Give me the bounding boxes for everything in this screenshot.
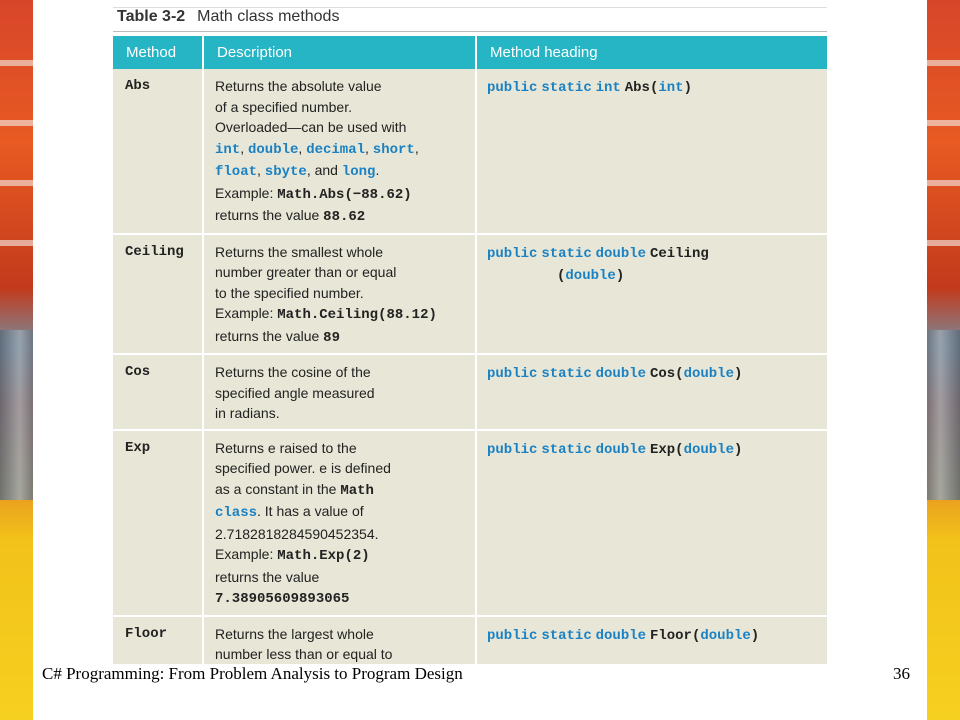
header-method: Method (113, 36, 203, 69)
right-decorative-strip (927, 0, 960, 720)
return-type: double (595, 441, 647, 458)
header-row (113, 36, 827, 69)
slide (33, 0, 927, 720)
method-heading: public static double Cos(double) (476, 354, 827, 430)
type-keyword: decimal (306, 141, 366, 158)
desc-line: Overloaded—can be used with (215, 119, 407, 135)
heading-method-name: Floor (649, 627, 692, 644)
method-description (203, 234, 476, 355)
slide-footer: C# Programming: From Problem Analysis to Program Design (42, 664, 463, 683)
param-type: double (700, 627, 751, 644)
method-name: Abs (113, 69, 203, 234)
header-method-heading: Method heading (476, 36, 827, 69)
type-keyword: short (372, 141, 415, 158)
heading-method-name: Exp (649, 441, 676, 458)
keyword-public: public (487, 441, 538, 458)
table-row (113, 69, 827, 234)
heading-method-name: Cos (649, 366, 676, 382)
desc-line: specified angle measured (215, 384, 375, 401)
method-heading: public static double Exp(double) (476, 430, 827, 616)
return-label: returns the value (215, 568, 320, 585)
desc-line: 2.7182818284590452354. (215, 525, 379, 542)
return-type: double (595, 245, 647, 262)
keyword-public: public (487, 80, 538, 96)
table-row (113, 430, 827, 616)
inline-code: Math (340, 482, 374, 499)
desc-line: specified power. e is defined (215, 460, 391, 476)
return-label: returns the value (215, 327, 324, 344)
keyword-public: public (487, 245, 538, 262)
keyword-static: static (541, 627, 592, 644)
table-row (113, 354, 827, 430)
math-methods-table (113, 36, 827, 664)
desc-line: number less than or equal to (215, 646, 393, 662)
type-keyword: long (341, 164, 376, 180)
keyword-static: static (541, 245, 592, 262)
method-description (203, 354, 476, 430)
desc-line: as a constant in the (215, 480, 341, 497)
desc-line: to the specified number. (215, 284, 364, 301)
type-keyword: float (215, 164, 258, 180)
left-decorative-strip (0, 0, 33, 720)
heading-method-name: Ceiling (649, 245, 709, 262)
keyword-static: static (541, 80, 592, 96)
method-description: Returns the absolute value of a specified number. Overloaded—can be used with int, double, decimal, short, float, sbyte, and long. Example: Math.Abs(−88.62) returns the value 88.62 (203, 69, 476, 234)
table-number: Table 3-2 (117, 8, 186, 25)
keyword-static: static (541, 441, 592, 458)
param-type: double (683, 441, 734, 458)
desc-line: in radians. (215, 405, 280, 421)
param-type: double (565, 268, 616, 284)
keyword-public: public (487, 366, 538, 382)
example-label: Example: (215, 305, 278, 321)
method-name: Ceiling (113, 234, 203, 355)
desc-line: Returns e raised to the (215, 439, 357, 456)
return-value: 7.38905609893065 (215, 591, 350, 607)
keyword-static: static (541, 366, 592, 382)
method-heading: public static double Ceiling (double) (476, 234, 827, 355)
param-type: double (683, 366, 734, 382)
return-type: double (595, 627, 647, 644)
return-label: returns the value (215, 207, 324, 223)
table-row (113, 616, 827, 665)
method-name: Cos (113, 354, 203, 430)
table-figure (113, 0, 827, 664)
caption-rule (113, 31, 827, 32)
table-title: Math class methods (197, 8, 340, 25)
example-code: Math.Abs(−88.62) (277, 186, 412, 203)
method-description (203, 616, 476, 665)
desc-line: of a specified number. (215, 98, 352, 115)
desc-line: Returns the largest whole (215, 625, 374, 642)
return-value: 89 (323, 329, 340, 346)
type-keyword: double (248, 141, 299, 158)
page-number: 36 (893, 664, 910, 683)
param-type: int (658, 80, 684, 96)
type-keyword: int (215, 141, 241, 158)
return-type: double (595, 366, 647, 382)
keyword-public: public (487, 627, 538, 644)
method-heading: public static double Floor(double) (476, 616, 827, 665)
method-name: Exp (113, 430, 203, 616)
method-heading: public static int Abs(int) (476, 69, 827, 234)
and-text: , and (306, 162, 342, 178)
method-name: Floor (113, 616, 203, 665)
desc-line: . It has a value of (257, 503, 364, 519)
example-code: Math.Ceiling(88.12) (277, 307, 437, 323)
return-type: int (595, 80, 621, 96)
example-code: Math.Exp(2) (277, 548, 370, 564)
table-row (113, 234, 827, 355)
header-description: Description (203, 36, 476, 69)
method-description (203, 430, 476, 616)
type-keyword: sbyte (264, 164, 307, 180)
example-label: Example: (215, 546, 278, 562)
return-value: 88.62 (323, 209, 366, 225)
example-label: Example: (215, 184, 278, 201)
table-caption (117, 8, 339, 26)
heading-method-name: Abs (624, 80, 650, 96)
desc-line: Returns the absolute value (215, 78, 382, 94)
desc-line: Returns the cosine of the (215, 364, 371, 380)
desc-line: number greater than or equal (215, 264, 397, 280)
inline-keyword: class (215, 505, 258, 521)
desc-line: Returns the smallest whole (215, 243, 384, 260)
